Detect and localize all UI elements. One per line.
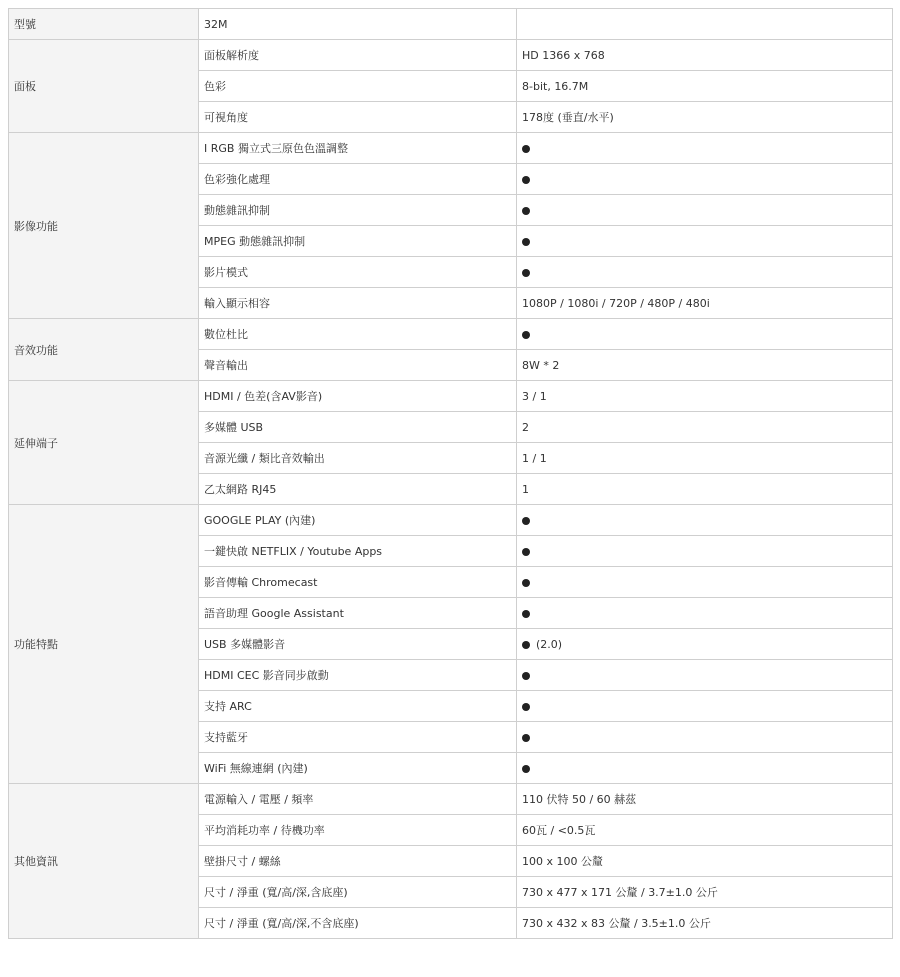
spec-row bbox=[9, 784, 893, 815]
supported-dot-icon bbox=[522, 548, 530, 556]
value-cell: 8W * 2 bbox=[517, 350, 893, 381]
supported-cell bbox=[517, 505, 893, 536]
supported-cell bbox=[517, 133, 893, 164]
feature-cell: I RGB 獨立式三原色色溫調整 bbox=[199, 133, 517, 164]
value-cell: 3 / 1 bbox=[517, 381, 893, 412]
feature-cell: 一鍵快啟 NETFLIX / Youtube Apps bbox=[199, 536, 517, 567]
spec-row bbox=[9, 133, 893, 164]
model-label: 型號 bbox=[9, 9, 199, 40]
value-cell: 730 x 477 x 171 公釐 / 3.7±1.0 公斤 bbox=[517, 877, 893, 908]
value-cell: 1080P / 1080i / 720P / 480P / 480i bbox=[517, 288, 893, 319]
supported-cell bbox=[517, 536, 893, 567]
supported-cell bbox=[517, 257, 893, 288]
supported-dot-icon bbox=[522, 579, 530, 587]
feature-cell: 影片模式 bbox=[199, 257, 517, 288]
feature-cell: HDMI / 色差(含AV影音) bbox=[199, 381, 517, 412]
value-note: (2.0) bbox=[536, 637, 563, 651]
feature-cell: 色彩強化處理 bbox=[199, 164, 517, 195]
supported-dot-icon bbox=[522, 703, 530, 711]
feature-cell: 平均消耗功率 / 待機功率 bbox=[199, 815, 517, 846]
feature-cell: USB 多媒體影音 bbox=[199, 629, 517, 660]
feature-cell: 音源光纖 / 類比音效輸出 bbox=[199, 443, 517, 474]
category-cell: 功能特點 bbox=[9, 505, 199, 784]
value-cell: 60瓦 / <0.5瓦 bbox=[517, 815, 893, 846]
feature-cell: 聲音輸出 bbox=[199, 350, 517, 381]
category-cell: 其他資訊 bbox=[9, 784, 199, 939]
feature-cell: GOOGLE PLAY (內建) bbox=[199, 505, 517, 536]
feature-cell: 多媒體 USB bbox=[199, 412, 517, 443]
supported-dot-icon bbox=[522, 145, 530, 153]
supported-dot-icon bbox=[522, 331, 530, 339]
feature-cell: 可視角度 bbox=[199, 102, 517, 133]
feature-cell: WiFi 無線連網 (內建) bbox=[199, 753, 517, 784]
feature-cell: 尺寸 / 淨重 (寬/高/深,不含底座) bbox=[199, 908, 517, 939]
supported-cell bbox=[517, 598, 893, 629]
supported-cell bbox=[517, 753, 893, 784]
feature-cell: 色彩 bbox=[199, 71, 517, 102]
value-cell: HD 1366 x 768 bbox=[517, 40, 893, 71]
value-cell: 2 bbox=[517, 412, 893, 443]
supported-cell bbox=[517, 722, 893, 753]
feature-cell: 動態雜訊抑制 bbox=[199, 195, 517, 226]
supported-cell bbox=[517, 691, 893, 722]
value-cell: 100 x 100 公釐 bbox=[517, 846, 893, 877]
model-row bbox=[9, 9, 893, 40]
supported-dot-icon bbox=[522, 176, 530, 184]
model-empty-cell bbox=[517, 9, 893, 40]
supported-dot-icon bbox=[522, 269, 530, 277]
supported-cell bbox=[517, 226, 893, 257]
feature-cell: 支持 ARC bbox=[199, 691, 517, 722]
value-cell: 8-bit, 16.7M bbox=[517, 71, 893, 102]
category-cell: 延伸端子 bbox=[9, 381, 199, 505]
category-cell: 音效功能 bbox=[9, 319, 199, 381]
feature-cell: 乙太網路 RJ45 bbox=[199, 474, 517, 505]
supported-cell bbox=[517, 629, 893, 660]
spec-row bbox=[9, 381, 893, 412]
feature-cell: 面板解析度 bbox=[199, 40, 517, 71]
supported-dot-icon bbox=[522, 734, 530, 742]
value-cell: 1 bbox=[517, 474, 893, 505]
category-cell: 影像功能 bbox=[9, 133, 199, 319]
value-cell: 110 伏特 50 / 60 赫茲 bbox=[517, 784, 893, 815]
supported-dot-icon bbox=[522, 238, 530, 246]
feature-cell: 尺寸 / 淨重 (寬/高/深,含底座) bbox=[199, 877, 517, 908]
spec-row bbox=[9, 40, 893, 71]
spec-row bbox=[9, 319, 893, 350]
feature-cell: 輸入顯示相容 bbox=[199, 288, 517, 319]
spec-table bbox=[8, 8, 893, 939]
supported-dot-icon bbox=[522, 765, 530, 773]
feature-cell: MPEG 動態雜訊抑制 bbox=[199, 226, 517, 257]
supported-dot-icon bbox=[522, 672, 530, 680]
feature-cell: 影音傳輸 Chromecast bbox=[199, 567, 517, 598]
model-value: 32M bbox=[199, 9, 517, 40]
value-cell: 178度 (垂直/水平) bbox=[517, 102, 893, 133]
category-cell: 面板 bbox=[9, 40, 199, 133]
feature-cell: 支持藍牙 bbox=[199, 722, 517, 753]
feature-cell: 語音助理 Google Assistant bbox=[199, 598, 517, 629]
value-cell: 1 / 1 bbox=[517, 443, 893, 474]
feature-cell: 壁掛尺寸 / 螺絲 bbox=[199, 846, 517, 877]
feature-cell: HDMI CEC 影音同步啟動 bbox=[199, 660, 517, 691]
supported-dot-icon bbox=[522, 610, 530, 618]
spec-table-body bbox=[9, 9, 893, 939]
feature-cell: 數位杜比 bbox=[199, 319, 517, 350]
value-cell: 730 x 432 x 83 公釐 / 3.5±1.0 公斤 bbox=[517, 908, 893, 939]
supported-cell bbox=[517, 164, 893, 195]
supported-cell bbox=[517, 660, 893, 691]
spec-row bbox=[9, 505, 893, 536]
supported-cell bbox=[517, 195, 893, 226]
feature-cell: 電源輸入 / 電壓 / 頻率 bbox=[199, 784, 517, 815]
supported-dot-icon bbox=[522, 641, 530, 649]
supported-dot-icon bbox=[522, 207, 530, 215]
supported-cell bbox=[517, 567, 893, 598]
supported-cell bbox=[517, 319, 893, 350]
supported-dot-icon bbox=[522, 517, 530, 525]
